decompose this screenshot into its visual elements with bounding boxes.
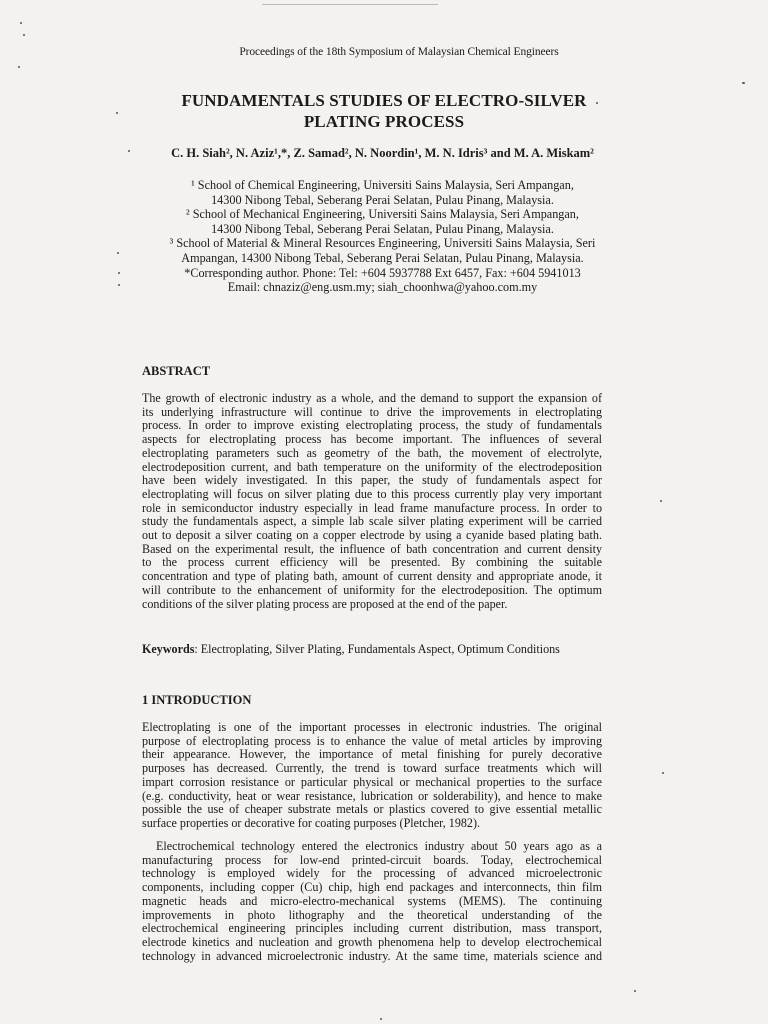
abstract-line: to the process current efficiency will be presented. By combining the suitable bbox=[142, 555, 602, 570]
abstract-line: will contribute to the enhancement of uniformity for the electrodeposition. The optimum bbox=[142, 582, 602, 597]
introduction-heading: 1 INTRODUCTION bbox=[142, 693, 252, 707]
intro-line: purpose of electroplating process is to enhance the value of metal articles by improving bbox=[142, 733, 602, 748]
email-line: Email: chnaziz@eng.usm.my; siah_choonhwa@yahoo.com.my bbox=[227, 280, 538, 295]
abstract-line: electroplating will focus on silver plating due to this process currently play very important bbox=[142, 486, 602, 501]
introduction-paragraph-1 bbox=[142, 721, 602, 831]
affiliations bbox=[0, 178, 730, 295]
intro-line: components, including copper (Cu) chip, high end packages and interconnects, thin film bbox=[142, 880, 602, 895]
intro-line: Electroplating is one of the important processes in electronic industries. The original bbox=[142, 720, 602, 734]
scan-speck bbox=[116, 112, 118, 114]
scan-speck bbox=[20, 22, 22, 24]
keywords-text: : Electroplating, Silver Plating, Fundamentals Aspect, Optimum Conditions bbox=[194, 642, 560, 656]
introduction-paragraph-2 bbox=[142, 840, 602, 963]
title-line-2: PLATING PROCESS bbox=[303, 112, 465, 131]
scan-speck bbox=[23, 34, 25, 36]
keywords-line bbox=[142, 642, 560, 657]
intro-line: electrochemical engineering principles including current distribution, mass transport, bbox=[142, 921, 602, 936]
intro-line: their appearance. However, the importance of metal finishing for purely decorative bbox=[142, 747, 602, 762]
scan-speck bbox=[118, 272, 120, 274]
affiliation-line: ³ School of Material & Mineral Resources Engineering, Universiti Sains Malaysia, Seri bbox=[169, 236, 596, 251]
abstract-line: role in semiconductor industry especially in lead frame manufacture process. In order to bbox=[142, 500, 602, 515]
scan-speck bbox=[118, 284, 120, 286]
abstract-line: out to deposit a silver coating on a copper electrode by using a cyanide based plating bath. bbox=[142, 528, 602, 543]
scan-speck bbox=[634, 990, 636, 992]
intro-line: purposes has decreased. Currently, the trend is toward surface treatments which will bbox=[142, 761, 602, 776]
intro-line: Electrochemical technology entered the electronics industry about 50 years ago as a bbox=[156, 839, 602, 853]
intro-line: surface properties or decorative for coating purposes (Pletcher, 1982). bbox=[142, 815, 481, 830]
affiliation-line: 14300 Nibong Tebal, Seberang Perai Selatan, Pulau Pinang, Malaysia. bbox=[211, 221, 554, 236]
abstract-line: conditions of the silver plating process are proposed at the end of the paper. bbox=[142, 596, 508, 611]
affiliation-line: Ampangan, 14300 Nibong Tebal, Seberang Perai Selatan, Pulau Pinang, Malaysia. bbox=[181, 250, 584, 265]
title-line-1: FUNDAMENTALS STUDIES OF ELECTRO-SILVER bbox=[181, 91, 587, 110]
abstract-line: process. In order to improve existing electroplating process, the study of fundamentals bbox=[142, 418, 602, 433]
affiliation-line: ² School of Mechanical Engineering, Universiti Sains Malaysia, Seri Ampangan, bbox=[186, 207, 579, 222]
proceedings-header: Proceedings of the 18th Symposium of Malaysian Chemical Engineers bbox=[239, 46, 559, 58]
intro-line: (e.g. conductivity, heat or wear resistance, lubrication or solderability), and hence to make bbox=[142, 788, 602, 803]
intro-line: technology is employed widely for the processing of advanced microelectronic bbox=[142, 866, 602, 881]
abstract-body bbox=[142, 392, 602, 611]
intro-line: possible the use of cheaper substrate metals or plastics covered to give essential metallic bbox=[142, 802, 602, 817]
scan-speck bbox=[128, 150, 130, 152]
author-list: C. H. Siah², N. Aziz¹,*, Z. Samad², N. Noordin¹, M. N. Idris³ and M. A. Miskam² bbox=[171, 146, 594, 160]
corresponding-author: *Corresponding author. Phone: Tel: +604 5937788 Ext 6457, Fax: +604 5941013 bbox=[184, 265, 581, 280]
scan-speck bbox=[117, 252, 119, 254]
intro-line: improvements in photo lithography and the theoretical understanding of the bbox=[142, 907, 602, 922]
scan-speck bbox=[18, 66, 20, 68]
abstract-heading: ABSTRACT bbox=[142, 364, 211, 378]
abstract-line: have been widely investigated. In this paper, the study of fundamentals aspect for bbox=[142, 473, 602, 488]
abstract-line: study the fundamentals aspect, a simple lab scale silver plating experiment will be carried bbox=[142, 514, 602, 529]
scan-speck bbox=[660, 500, 662, 502]
abstract-line: The growth of electronic industry as a whole, and the demand to support the expansion of bbox=[142, 391, 602, 405]
intro-line: manufacturing process for low-end printed-circuit boards. Today, electrochemical bbox=[142, 852, 602, 867]
top-rule bbox=[262, 4, 438, 5]
abstract-line: electroplating parameters such as geometry of the bath, the movement of electrolyte, bbox=[142, 445, 602, 460]
abstract-line: concentration and type of plating bath, amount of current density and appropriate anode, it bbox=[142, 569, 602, 584]
scan-speck bbox=[596, 102, 598, 104]
intro-line: technology in advanced microelectronic industry. At the same time, materials science and bbox=[142, 948, 602, 963]
scan-speck bbox=[662, 772, 664, 774]
abstract-line: its underlying infrastructure will continue to drive the improvements in electroplating bbox=[142, 404, 602, 419]
keywords-label: Keywords bbox=[142, 642, 195, 656]
scan-speck bbox=[380, 1018, 382, 1020]
abstract-line: aspects for electroplating process has become important. The influences of several bbox=[142, 432, 602, 447]
abstract-line: electrodeposition current, and bath temperature on the uniformity of the electrodeposition bbox=[142, 459, 602, 474]
intro-line: impart corrosion resistance or particular physical or mechanical properties to the surface bbox=[142, 774, 602, 789]
affiliation-line: 14300 Nibong Tebal, Seberang Perai Selatan, Pulau Pinang, Malaysia. bbox=[211, 192, 554, 207]
abstract-line: Based on the experimental result, the influence of bath concentration and current density bbox=[142, 541, 602, 556]
intro-line: magnetic heads and micro-electro-mechanical systems (MEMS). The continuing bbox=[142, 893, 602, 908]
paper-title bbox=[0, 90, 768, 132]
affiliation-line: ¹ School of Chemical Engineering, Universiti Sains Malaysia, Seri Ampangan, bbox=[191, 178, 574, 192]
intro-line: electrode kinetics and nucleation and growth phenomena help to develop electrochemical bbox=[142, 934, 602, 949]
scan-speck bbox=[742, 82, 745, 84]
